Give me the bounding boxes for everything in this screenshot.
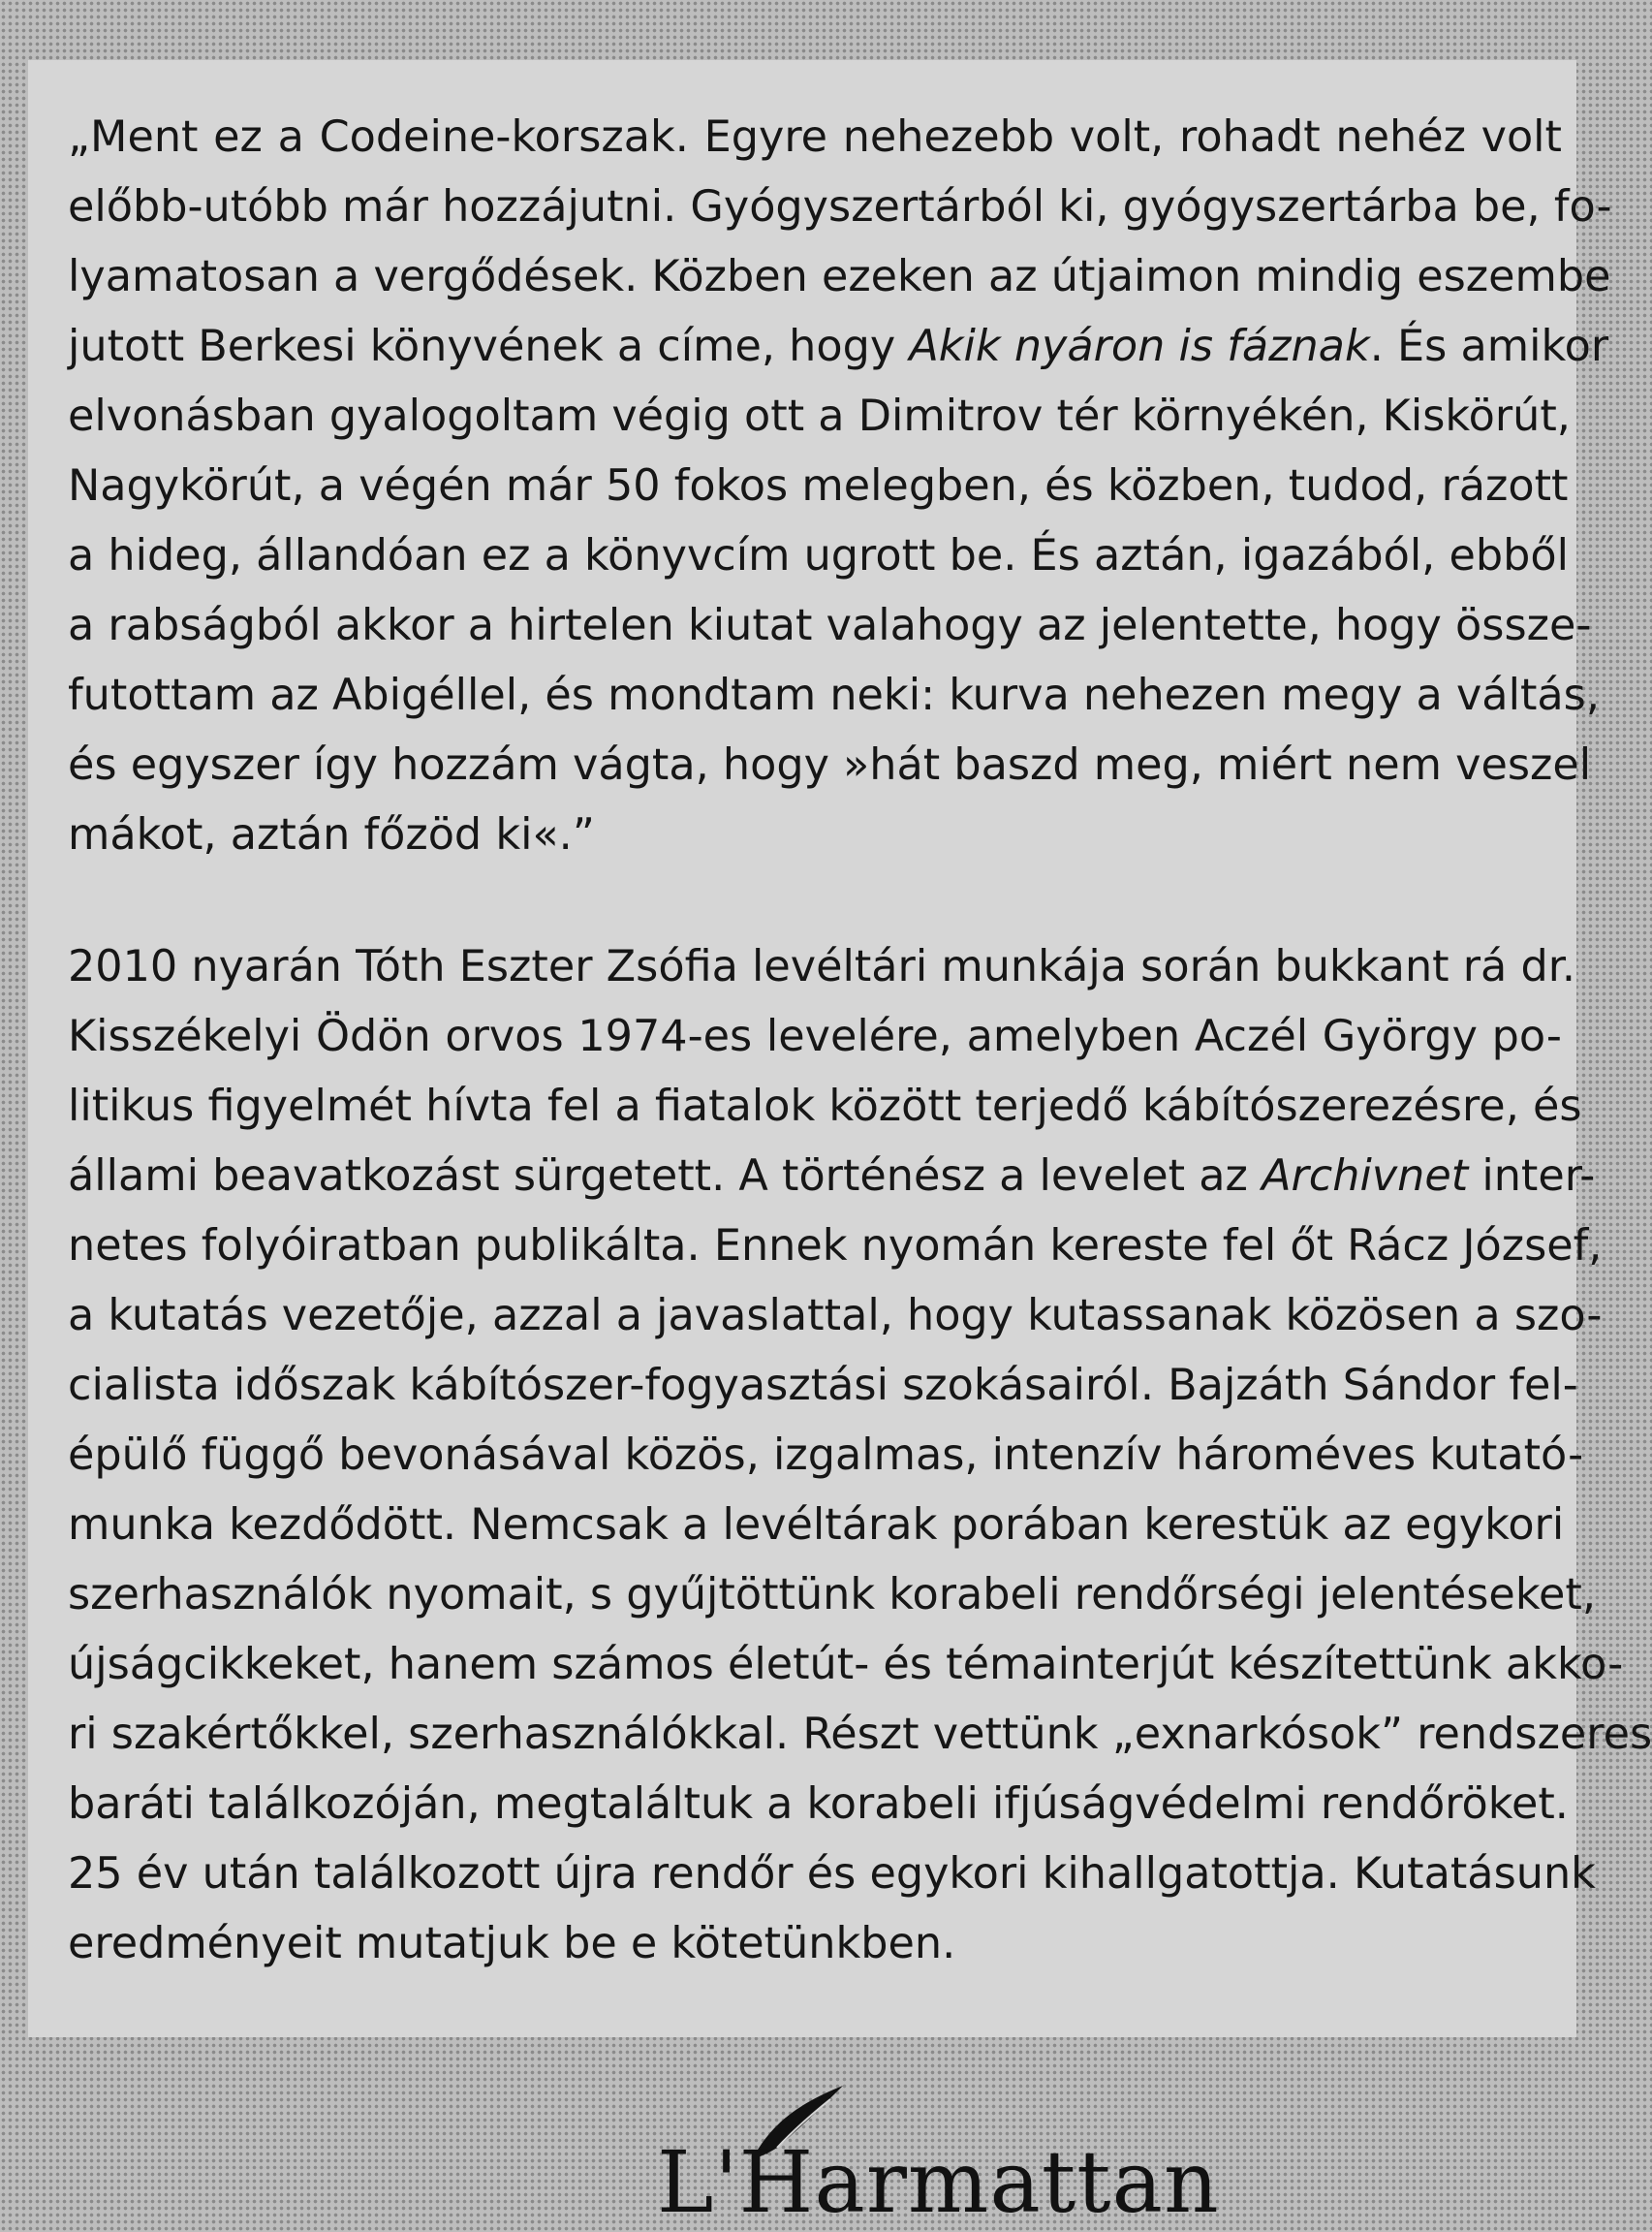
description-line-text: inter- [1468,1151,1596,1201]
book-title: Akik nyáron is fáznak [909,322,1370,371]
description-line: baráti találkozóján, megtaláltuk a korabeli ifjúságvédelmi rendőröket. [68,1779,1569,1829]
quote-block [68,103,1612,870]
description-line: Kisszékelyi Ödön orvos 1974-es levelére, amelyben Aczél György po- [68,1012,1562,1061]
quote-line-text: jutott Berkesi könyvének a címe, hogy [68,322,910,371]
description-line: 2010 nyarán Tóth Eszter Zsófia levéltári munkája során bukkant rá dr. [68,942,1576,991]
description-line: a kutatás vezetője, azzal a javaslattal, hogy kutassanak közösen a szo- [68,1291,1603,1340]
quote-line: a rabságból akkor a hirtelen kiutat valahogy az jelentette, hogy össze- [68,601,1592,650]
journal-title: Archivnet [1262,1151,1469,1201]
description-line: eredményeit mutatjuk be e kötetünkben. [68,1919,956,1968]
description-line: ri szakértőkkel, szerhasználókkal. Részt vettünk „exnarkósok” rendszeres [68,1710,1652,1759]
quote-line: futottam az Abigéllel, és mondtam neki: kurva nehezen megy a váltás, [68,671,1600,720]
description-line: 25 év után találkozott újra rendőr és egykori kihallgatottja. Kutatásunk [68,1849,1596,1899]
description-line-with-title [68,1142,1596,1211]
publisher-name: L'Harmattan [657,2132,1220,2232]
description-line: épülő függő bevonásával közös, izgalmas, intenzív hároméves kutató- [68,1430,1584,1480]
description-line: netes folyóiratban publikálta. Ennek nyomán kereste fel őt Rácz József, [68,1221,1603,1271]
quote-line: és egyszer így hozzám vágta, hogy »hát baszd meg, miért nem veszel [68,740,1592,790]
description-line: újságcikkeket, hanem számos életút- és témainterjút készítettünk akko- [68,1640,1624,1689]
quote-line-text: . És amikor [1369,322,1609,371]
quote-line: mákot, aztán főzöd ki«.” [68,810,595,860]
quote-line-with-title [68,312,1609,382]
description-line: szerhasználók nyomait, s gyűjtöttünk korabeli rendőrségi jelentéseket, [68,1570,1596,1619]
quote-line: „Ment ez a Codeine-korszak. Egyre nehezebb volt, rohadt nehéz volt [68,112,1562,162]
description-block [68,932,1652,1979]
quote-line: lyamatosan a vergődések. Közben ezeken az útjaimon mindig eszembe [68,252,1611,301]
publisher-logo [649,2084,1220,2232]
description-line: litikus figyelmét hívta fel a fiatalok között terjedő kábítószerezésre, és [68,1082,1582,1131]
description-line: cialista időszak kábítószer-fogyasztási szokásairól. Bajzáth Sándor fel- [68,1361,1578,1410]
quote-line: előbb-utóbb már hozzájutni. Gyógyszertárból ki, gyógyszertárba be, fo- [68,182,1612,232]
description-line-text: állami beavatkozást sürgetett. A történész a levelet az [68,1151,1262,1201]
quote-line: Nagykörút, a végén már 50 fokos melegben, és közben, tudod, rázott [68,461,1569,511]
quote-line: elvonásban gyalogoltam végig ott a Dimitrov tér környékén, Kiskörút, [68,392,1571,441]
description-line: munka kezdődött. Nemcsak a levéltárak porában kerestük az egykori [68,1500,1565,1550]
quote-line: a hideg, állandóan ez a könyvcím ugrott be. És aztán, igazából, ebből [68,531,1569,581]
